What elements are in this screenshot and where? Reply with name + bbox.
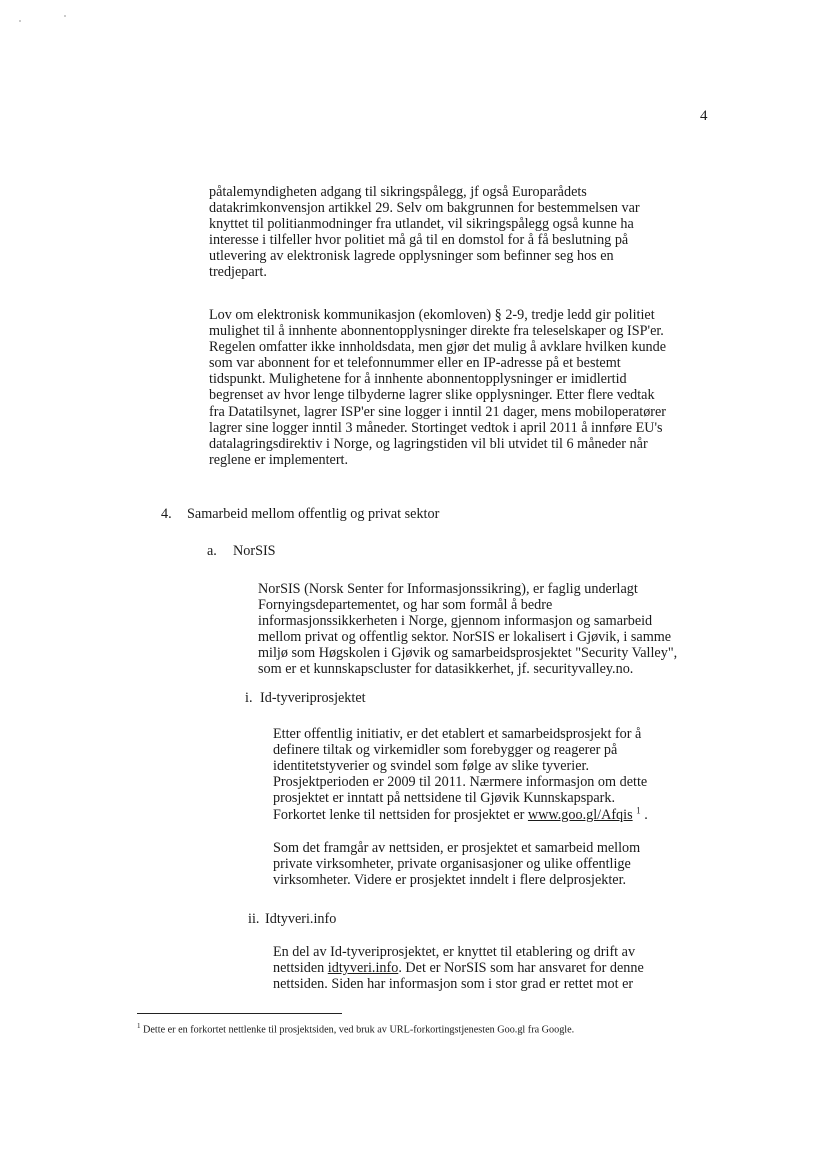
- project-link-suffix: .: [640, 807, 648, 823]
- idtyveri-link[interactable]: idtyveri.info: [327, 960, 399, 976]
- section-i-title: Id-tyveriprosjektet: [260, 690, 366, 706]
- footnote-text: Dette er en forkortet nettlenke til prosjektsiden, ved bruk av URL-forkortingstjenesten Goo.gl fra Google.: [140, 1024, 575, 1036]
- footnote-reference: 1: [636, 805, 641, 816]
- section-4-title: Samarbeid mellom offentlig og privat sektor: [187, 506, 440, 522]
- norsis-paragraph: NorSIS (Norsk Senter for Informasjonssikring), er faglig underlagt Fornyingsdepartementet, og har som formål å bedre informasjonssikkerheten i Norge, gjennom informasjon og samarbeid mellom privat og offentlig sektor. NorSIS er lokalisert i Gjøvik, i samme miljø som Høgskolen i Gjøvik og samarbeidsprosjektet "Security Valley", som er et kunnskapscluster for datasikkerhet, jf. securityvalley.no.: [258, 581, 678, 678]
- idtyveri-line-1: En del av Id-tyveriprosjektet, er knyttet til etablering og drift av: [273, 944, 636, 960]
- footnote: [137, 1020, 574, 1036]
- ekom-paragraph: Lov om elektronisk kommunikasjon (ekomloven) § 2-9, tredje ledd gir politiet mulighet til å innhente abonnentopplysninger direkte fra teleselskaper og ISP'er. Regelen omfatter ikke innholdsdata, men gjør det mulig å avklare hvilken kunde som var abonnent for et telefonnummer eller en IP-adresse på et bestemt tidspunkt. Mulighetene for å innhente abonnentopplysninger er imidlertid begrenset av hvor lenge tilbyderne lagrer slike opplysninger. Etter flere vedtak fra Datatilsynet, lagrer ISP'er sine logger i inntil 21 dager, mens mobiloperatører lagrer sine logger inntil 3 måneder. Stortinget vedtok i april 2011 å innføre EU's datalagringsdirektiv i Norge, og lagringstiden vil bli utvidet til 6 måneder når reglene er implementert.: [209, 307, 667, 468]
- idtyveri-line-3: nettsiden. Siden har informasjon som i stor grad er rettet mot er: [273, 976, 634, 992]
- project-link-line: [273, 807, 648, 823]
- footnote-number: 1: [137, 1022, 141, 1030]
- idtyveri-line-2: [273, 960, 644, 976]
- scan-artifact: [64, 15, 66, 17]
- id-tyveri-paragraph-2: Som det framgår av nettsiden, er prosjektet et samarbeid mellom private virksomheter, private organisasjoner og ulike offentlige virksomheter. Videre er prosjektet inndelt i flere delprosjekter.: [273, 840, 641, 889]
- section-a-marker: a.: [207, 543, 217, 559]
- section-4-number: 4.: [161, 506, 172, 522]
- section-ii-marker: ii.: [248, 911, 260, 927]
- section-ii-title: Idtyveri.info: [265, 911, 337, 927]
- section-a-title: NorSIS: [233, 543, 276, 559]
- scan-artifact: [19, 20, 21, 22]
- footnote-divider: [137, 1013, 342, 1014]
- id-tyveri-paragraph-1: Etter offentlig initiativ, er det etablert et samarbeidsprosjekt for å definere tiltak og virkemidler som forebygger og reagerer på identitetstyverier og svindel som følge av slike tyverier. Prosjektperioden er 2009 til 2011. Nærmere informasjon om dette prosjektet er inntatt på nettsidene til Gjøvik Kunnskapspark.: [273, 726, 648, 807]
- intro-paragraph: påtalemyndigheten adgang til sikringspålegg, jf også Europarådets datakrimkonvensjon artikkel 29. Selv om bakgrunnen for bestemmelsen var knyttet til politianmodninger fra utlandet, vil sikringspålegg også kunne ha interesse i tilfeller hvor politiet må gå til en domstol for å få beslutning på utlevering av elektronisk lagrede opplysninger som befinner seg hos en tredjepart.: [209, 184, 640, 281]
- idtyveri-line-2-suffix: . Det er NorSIS som har ansvaret for denne: [398, 960, 644, 976]
- project-link[interactable]: www.goo.gl/Afqis: [527, 807, 633, 823]
- page-number: 4: [700, 108, 708, 124]
- project-link-prefix: Forkortet lenke til nettsiden for prosjektet er: [273, 807, 528, 823]
- idtyveri-line-2-prefix: nettsiden: [273, 960, 328, 976]
- section-i-marker: i.: [245, 690, 253, 706]
